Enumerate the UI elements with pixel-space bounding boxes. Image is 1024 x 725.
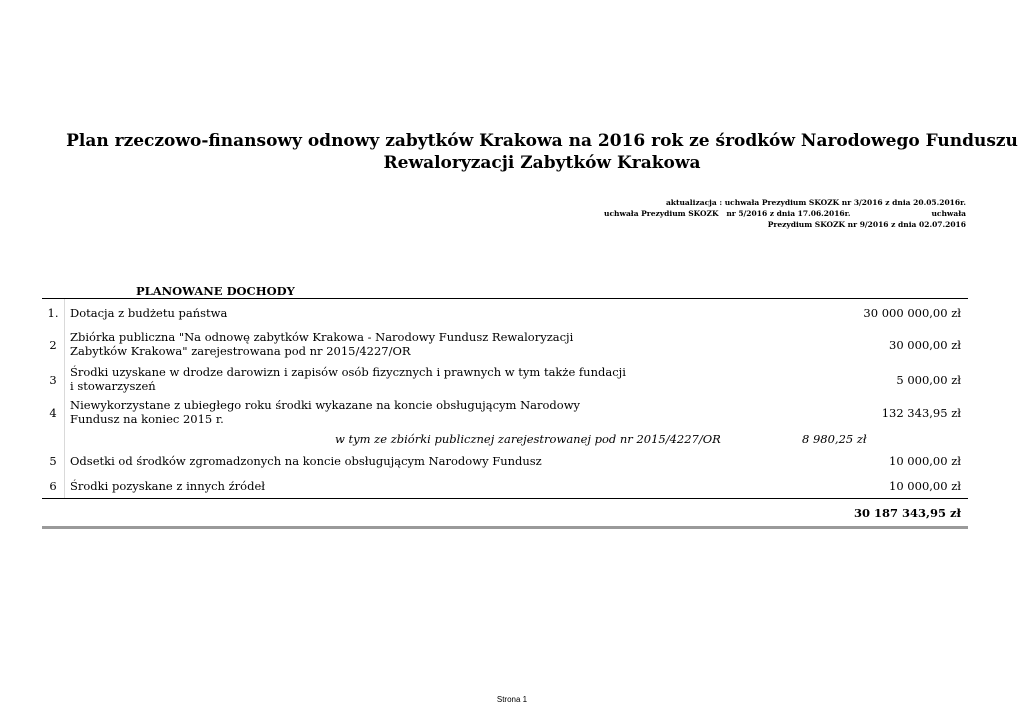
row-number: 5 — [49, 454, 57, 468]
title-line-1: Plan rzeczowo-finansowy odnowy zabytków Krakowa na 2016 rok ze środków Narodowego Funduszu — [66, 131, 1018, 151]
table-row — [42, 398, 968, 428]
row-amount: 132 343,95 zł — [881, 406, 961, 420]
row-description: Zbiórka publiczna "Na odnowę zabytków Krakowa - Narodowy Fundusz Rewaloryzacji Zabytków Krakowa" zarejestrowana pod nr 2015/4227/OR — [70, 330, 574, 358]
row-description: Dotacja z budżetu państwa — [70, 306, 228, 320]
table-sum-rule — [42, 498, 968, 499]
row-amount: 10 000,00 zł — [889, 479, 961, 493]
row-number: 2 — [49, 338, 57, 352]
subrow-amount: 8 980,25 zł — [802, 432, 867, 446]
row-amount: 10 000,00 zł — [889, 454, 961, 468]
page-footer: Strona 1 — [496, 695, 528, 704]
row-number: 4 — [49, 406, 57, 420]
table-row — [42, 479, 968, 495]
table-row — [42, 454, 968, 470]
table-row — [42, 306, 968, 322]
update-line-1: aktualizacja : uchwała Prezydium SKOZK nr 3/2016 z dnia 20.05.2016r. — [665, 198, 966, 207]
row-description: Niewykorzystane z ubiegłego roku środki wykazane na koncie obsługującym Narodowy Fundusz na koniec 2015 r. — [70, 398, 581, 426]
row-number: 3 — [49, 373, 57, 387]
row-number: 6 — [49, 479, 57, 493]
total-amount: 30 187 343,95 zł — [854, 506, 961, 520]
row-description: Środki uzyskane w drodze darowizn i zapisów osób fizycznych i prawnych w tym także fundacji i stowarzyszeń — [70, 365, 626, 393]
row-description: Odsetki od środków zgromadzonych na koncie obsługującym Narodowy Fundusz — [70, 454, 542, 468]
row-number: 1. — [47, 306, 59, 320]
row-amount: 5 000,00 zł — [896, 373, 961, 387]
title-line-2: Rewaloryzacji Zabytków Krakowa — [383, 153, 701, 173]
row-amount: 30 000 000,00 zł — [863, 306, 961, 320]
table-top-rule — [42, 298, 968, 299]
table-row — [42, 365, 968, 395]
update-line-2: uchwała Prezydium SKOZK nr 5/2016 z dnia 17.06.2016r. uchwała — [604, 209, 966, 218]
section-title: PLANOWANE DOCHODY — [136, 284, 295, 298]
update-line-3: Prezydium SKOZK nr 9/2016 z dnia 02.07.2016 — [767, 220, 966, 229]
subrow-description: w tym ze zbiórki publicznej zarejestrowanej pod nr 2015/4227/OR — [335, 432, 721, 446]
update-note — [526, 197, 966, 230]
row-amount: 30 000,00 zł — [889, 338, 961, 352]
document-title — [40, 130, 1024, 174]
row-description: Środki pozyskane z innych źródeł — [70, 479, 265, 493]
table-bottom-rule — [42, 526, 968, 529]
table-row — [42, 330, 968, 360]
